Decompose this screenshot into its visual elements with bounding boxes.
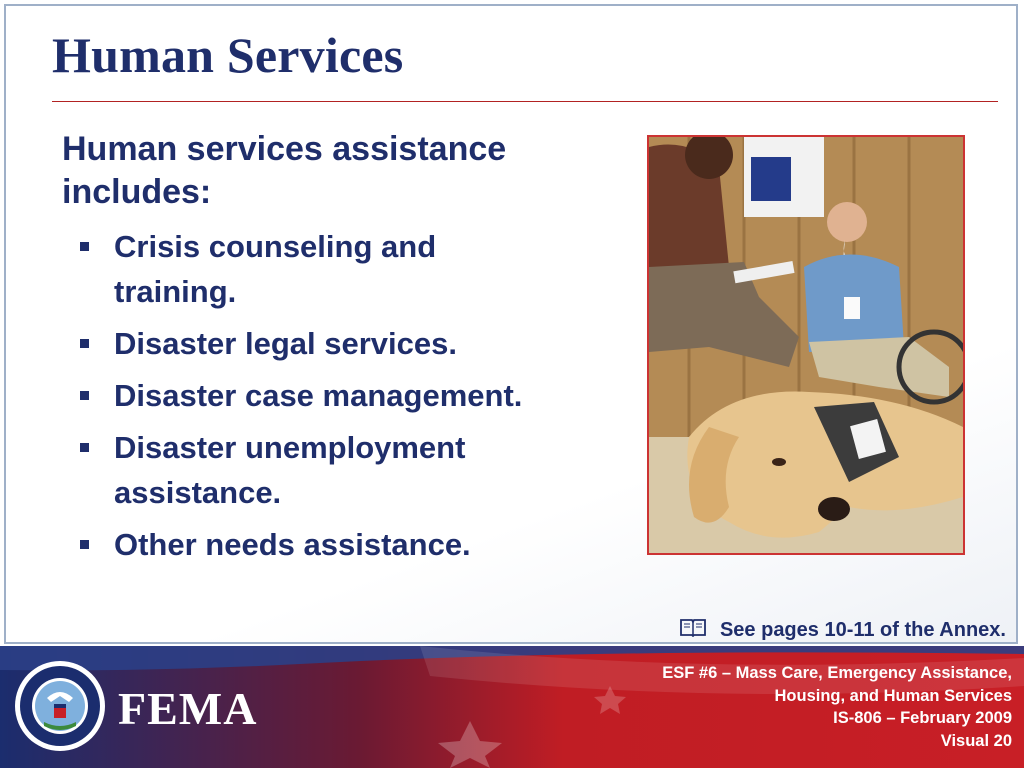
title-divider [52, 101, 998, 102]
course-line-3: IS-806 – February 2009 [833, 709, 1012, 727]
bullet-marker [80, 242, 89, 251]
course-info [662, 662, 1012, 752]
bullet-item [72, 321, 562, 366]
footer-banner [0, 646, 1024, 768]
photo-counselor-with-dog [647, 135, 965, 555]
bullet-item [72, 224, 562, 314]
dhs-seal-icon [14, 660, 106, 752]
bullet-marker [80, 540, 89, 549]
bullet-text: Disaster case management. [114, 378, 523, 413]
bullet-item [72, 425, 562, 515]
bullet-marker [80, 391, 89, 400]
bullet-item [72, 373, 562, 418]
course-line-1: ESF #6 – Mass Care, Emergency Assistance, [662, 664, 1012, 682]
bullet-text: Disaster unemployment assistance. [114, 430, 466, 510]
fema-logo: FEMA [118, 683, 258, 734]
annex-reference [594, 616, 1006, 644]
slide-title: Human Services [52, 27, 404, 83]
bullet-marker [80, 339, 89, 348]
bullet-text: Crisis counseling and training. [114, 229, 437, 309]
bullet-list [72, 224, 562, 574]
bullet-text: Other needs assistance. [114, 527, 471, 562]
bullet-marker [80, 443, 89, 452]
intro-text: Human services assistance includes: [62, 130, 507, 211]
bullet-text: Disaster legal services. [114, 326, 457, 361]
visual-number: Visual 20 [940, 731, 1012, 750]
book-icon [680, 617, 706, 643]
bullet-item [72, 522, 562, 567]
course-line-2: Housing, and Human Services [774, 686, 1012, 705]
annex-reference-text: See pages 10-11 of the Annex. [719, 618, 1006, 641]
